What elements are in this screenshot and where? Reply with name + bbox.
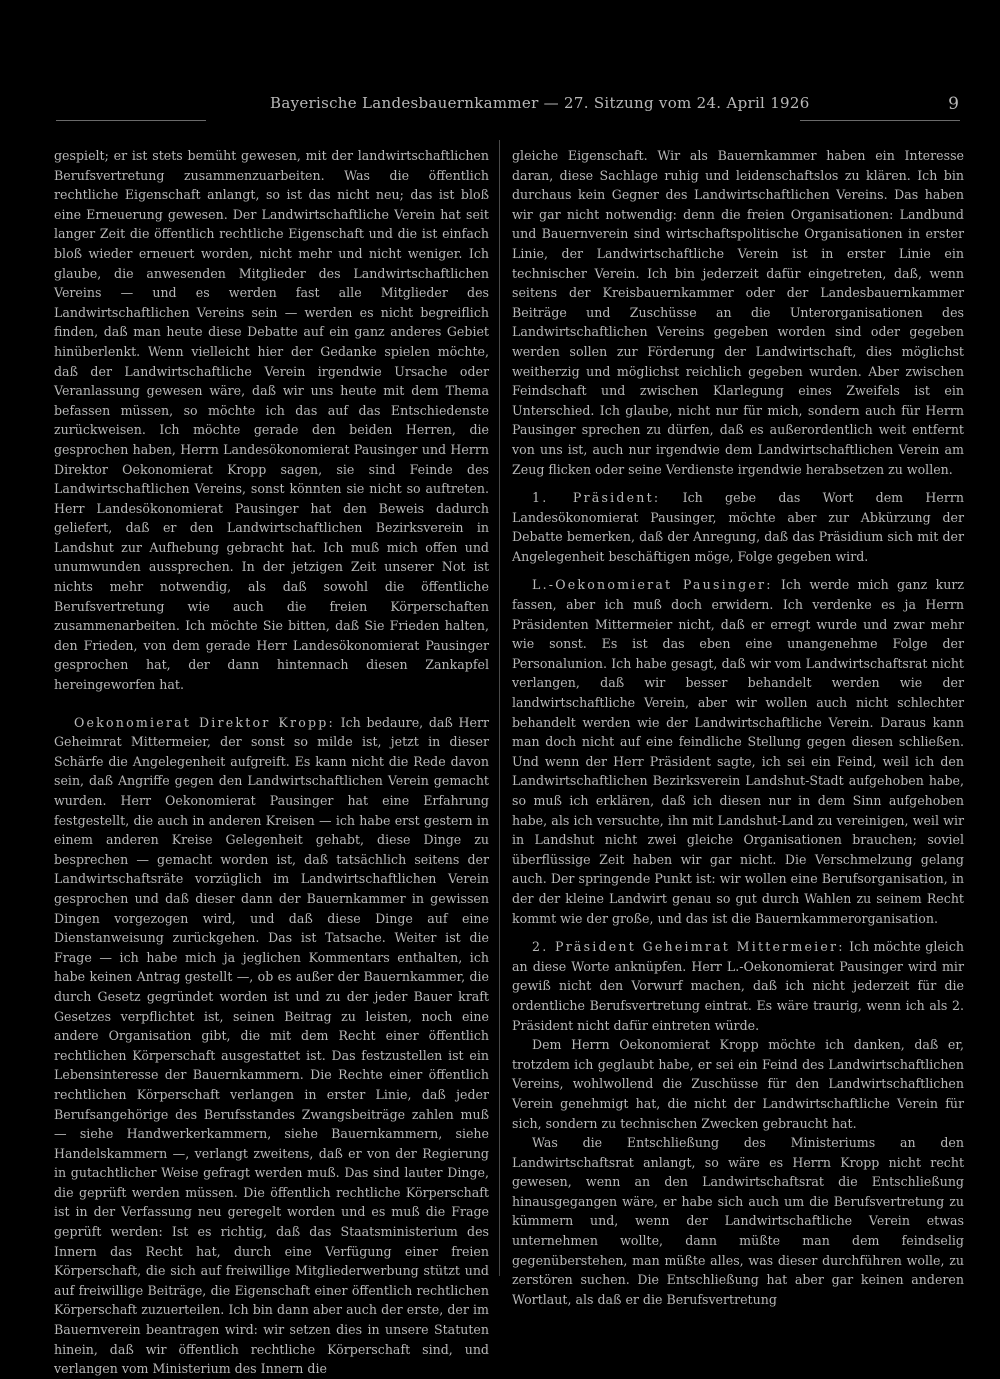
right-column bbox=[512, 146, 964, 1309]
speech-text: Ich gebe das Wort dem Herrn Landesökonomierat Pausinger, möchte aber zur Abkürzung der Debatte bemerken, daß der Anregung, daß das Präsidium sich mit der Angelegenheit beschäftigen möge, Folge gegeben wird. bbox=[512, 490, 964, 564]
speech-text: Ich werde mich ganz kurz fassen, aber ich muß doch erwidern. Ich verdenke es ja Herrn Präsidenten Mittermeier nicht, daß er erregt wurde und zwar mehr wie sonst. Es ist das eben eine unangenehme Folge der Personalunion. Ich habe gesagt, daß wir vom Landwirtschaftsrat nicht verlangen, daß wir besser behandelt werden wie der landwirtschaftliche Verein, aber wir wollen auch nicht schlechter behandelt werden wie der Landwirtschaftliche Verein. Daraus kann man doch nicht auf eine feindliche Stellung gegen diesen schließen. Und wenn der Herr Präsident sagte, ich sei ein Feind, weil ich den Landwirtschaftlichen Bezirksverein Landshut-Stadt aufgehoben habe, so muß ich erklären, daß ich diesen nur in dem Sinn aufgehoben habe, als ich versuchte, ihn mit Landshut-Land zu vereinigen, weil wir in Landshut nicht zwei gleiche Organisationen brauchen; soviel überflüssige Zeit haben wir gar nicht. Die Verschmelzung gelang auch. Der springende Punkt ist: wir wollen eine Berufsorganisation, in der der kleine Landwirt genau so gut durch Wahlen zu seinem Recht kommt wie der große, und das ist die Bauernkammerorganisation. bbox=[512, 577, 964, 926]
speaker-name: 2. Präsident Geheimrat Mittermeier: bbox=[532, 939, 845, 955]
paragraph: Was die Entschließung des Ministeriums an den Landwirtschaftsrat anlangt, so wäre es Herrn Kropp nicht recht gewesen, wenn an den Landwirtschaftsrat die Entschließung hinausgegangen wäre, er habe sich auch um die Berufsvertretung zu kümmern und, wenn der Landwirtschaftliche Verein etwas unternehmen wollte, dann müßte man dem feindselig gegenüberstehen, man müßte alles, was dieser durchführen wolle, zu zerstören suchen. Die Entschließung hat aber gar keinen anderen Wortlaut, als daß er die Berufsvertretung bbox=[512, 1135, 964, 1307]
paragraph-pausinger bbox=[512, 575, 964, 928]
speech-text: Ich bedaure, daß Herr Geheimrat Mittermeier, der sonst so milde ist, jetzt in dieser Schärfe die Angelegenheit aufgreift. Es kann nicht die Rede davon sein, daß Angriffe gegen den Landwirtschaftlichen Verein gemacht wurden. Herr Oekonomierat Pausinger hat eine Erfahrung festgestellt, die auch in anderen Kreisen — ich habe erst gestern in einem anderen Kreise Gelegenheit gehabt, diese Dinge zu besprechen — gemacht worden ist, daß tatsächlich seitens der Landwirtschaftsräte vorzüglich im Landwirtschaftlichen Verein gesprochen und daß dieser dann der Bauernkammer in gewissen Dingen vorgezogen wird, und daß diese Dinge auf eine Dienstanweisung zurückgehen. Das ist Tatsache. Weiter ist die Frage — ich habe mich ja jeglichen Kommentars enthalten, ich habe keinen Antrag gestellt —, ob es außer der Bauernkammer, die durch Gesetz gegründet worden ist und zu der jeder Bauer kraft Gesetzes verpflichtet ist, seinen Beitrag zu leisten, noch eine andere Organisation gibt, die mit dem Recht einer öffentlich rechtlichen Körperschaft ausgestattet ist. Das festzustellen ist ein Lebensinteresse der Bauernkammern. Die Rechte einer öffentlich rechtlichen Körperschaft verlangen in erster Linie, daß jeder Berufsangehörige des Berufsstandes Zwangsbeiträge zahlen muß — siehe Handwerkerkammern, siehe Bauernkammern, siehe Handelskammern —, verlangt zweitens, daß er von der Regierung in gutachtlicher Weise gefragt werden muß. Das sind lauter Dinge, die geprüft werden müssen. Die öffentlich rechtliche Körperschaft ist in der Verfassung neu geregelt worden und es muß die Frage geprüft werden: Ist es richtig, daß das Staatsministerium des Innern das Recht hat, durch eine Verfügung einer freien Körperschaft, die sich auf freiwillige Mitgliederwerbung stützt und auf freiwillige Beiträge, die Eigenschaft einer öffentlich rechtlichen Körperschaft zuzuerteilen. Ich bin dann aber auch der erste, der im Bauernverein beantragen wird: wir setzen dies in unsere Statuten hinein, daß wir öffentlich rechtliche Körperschaft sind, und verlangen vom Ministerium des Innern die bbox=[54, 714, 489, 1377]
left-column bbox=[54, 146, 489, 1379]
paragraph-continued: gleiche Eigenschaft. Wir als Bauernkammer haben ein Interesse daran, diese Sachlage ruhig und leidenschaftslos zu klären. Ich bin durchaus kein Gegner des Landwirtschaftlichen Vereins. Das haben wir gar nicht notwendig: denn die freien Organisationen: Landbund und Bauernverein sind wirtschaftspolitische Organisationen in erster Linie, der Landwirtschaftliche Verein ist in erster Linie ein technischer Verein. Ich bin jederzeit dafür eingetreten, daß, wenn seitens der Kreisbauernkammer oder der Landesbauernkammer Beiträge und Zuschüsse an die Unterorganisationen des Landwirtschaftlichen Vereins gegeben worden sind oder gegeben werden sollen zur Förderung der Landwirtschaft, dies möglichst weitherzig und möglichst reichlich gegeben wurden. Aber zwischen Feindschaft und zwischen Klarlegung eines Zweifels ist ein Unterschied. Ich glaube, nicht nur für mich, sondern auch für Herrn Pausinger sprechen zu dürfen, daß es außerordentlich weit entfernt von uns ist, auch nur irgendwie dem Landwirtschaftlichen Verein am Zeug flicken oder seine Verdienste irgendwie herabsetzen zu wollen. bbox=[512, 148, 964, 477]
header-rule-right bbox=[800, 120, 960, 121]
header-rule-left bbox=[56, 120, 206, 121]
paragraph-kropp bbox=[54, 713, 489, 1379]
paragraph: Dem Herrn Oekonomierat Kropp möchte ich danken, daß er, trotzdem ich geglaubt habe, er sei ein Feind des Landwirtschaftlichen Vereins, wohlwollend die Zuschüsse für den Landwirtschaftlichen Verein genehmigt hat, die nicht der Landwirtschaftliche Verein für sich, sondern zu technischen Zwecken gebraucht hat. bbox=[512, 1037, 964, 1131]
running-title: Bayerische Landesbauernkammer — 27. Sitzung vom 24. April 1926 bbox=[270, 94, 810, 112]
speech-text: Ich möchte gleich an diese Worte anknüpfen. Herr L.-Oekonomierat Pausinger wird mir gewiß nicht den Vorwurf machen, daß ich nicht jederzeit für die ordentliche Berufsvertretung eintrat. Es wäre traurig, wenn ich als 2. Präsident nicht dafür eintreten würde. bbox=[512, 939, 964, 1033]
column-divider bbox=[499, 140, 500, 1276]
paragraph-praesident bbox=[512, 488, 964, 566]
page-header bbox=[40, 94, 965, 124]
speaker-name: L.-Oekonomierat Pausinger: bbox=[532, 577, 773, 593]
paragraph-continued: gespielt; er ist stets bemüht gewesen, mit der landwirtschaftlichen Berufsvertretung zusammenzuarbeiten. Was die öffentlich rechtliche Eigenschaft anlangt, so ist das nicht neu; das ist bloß eine Erneuerung gewesen. Der Landwirtschaftliche Verein hat seit langer Zeit die öffentlich rechtliche Eigenschaft und die ist einfach bloß wieder erneuert worden, nicht mehr und nicht weniger. Ich glaube, die anwesenden Mitglieder des Landwirtschaftlichen Vereins — und es werden fast alle Mitglieder des Landwirtschaftlichen Vereins sein — werden es nicht begreiflich finden, daß man heute diese Debatte auf ein ganz anderes Gebiet hinüberlenkt. Wenn vielleicht hier der Gedanke spielen möchte, daß der Landwirtschaftliche Verein irgendwie Ursache oder Veranlassung gewesen wäre, daß wir uns heute mit dem Thema befassen müssen, so möchte ich das auf das Entschiedenste zurückweisen. Ich möchte gerade den beiden Herren, die gesprochen haben, Herrn Landesökonomierat Pausinger und Herrn Direktor Oekonomierat Kropp sagen, sie sind Feinde des Landwirtschaftlichen Vereins, sonst könnten sie nicht so auftreten. Herr Landesökonomierat Pausinger hat den Beweis dadurch geliefert, daß er den Landwirtschaftlichen Bezirksverein in Landshut zur Aufhebung gebracht hat. Ich muß mich offen und unumwunden aussprechen. In der jetzigen Zeit unserer Not ist nichts mehr notwendig, als daß sowohl die öffentliche Berufsvertretung wie auch die freien Körperschaften zusammenarbeiten. Ich möchte Sie bitten, daß Sie Frieden halten, den Frieden, von dem gerade Herr Landesökonomierat Pausinger gesprochen hat, der dann hintennach diesen Zankapfel hereingeworfen hat. bbox=[54, 148, 489, 693]
paragraph-mittermeier bbox=[512, 937, 964, 1035]
speaker-name: 1. Präsident: bbox=[532, 490, 661, 506]
page-number: 9 bbox=[948, 94, 959, 114]
speaker-name: Oekonomierat Direktor Kropp: bbox=[74, 714, 335, 730]
